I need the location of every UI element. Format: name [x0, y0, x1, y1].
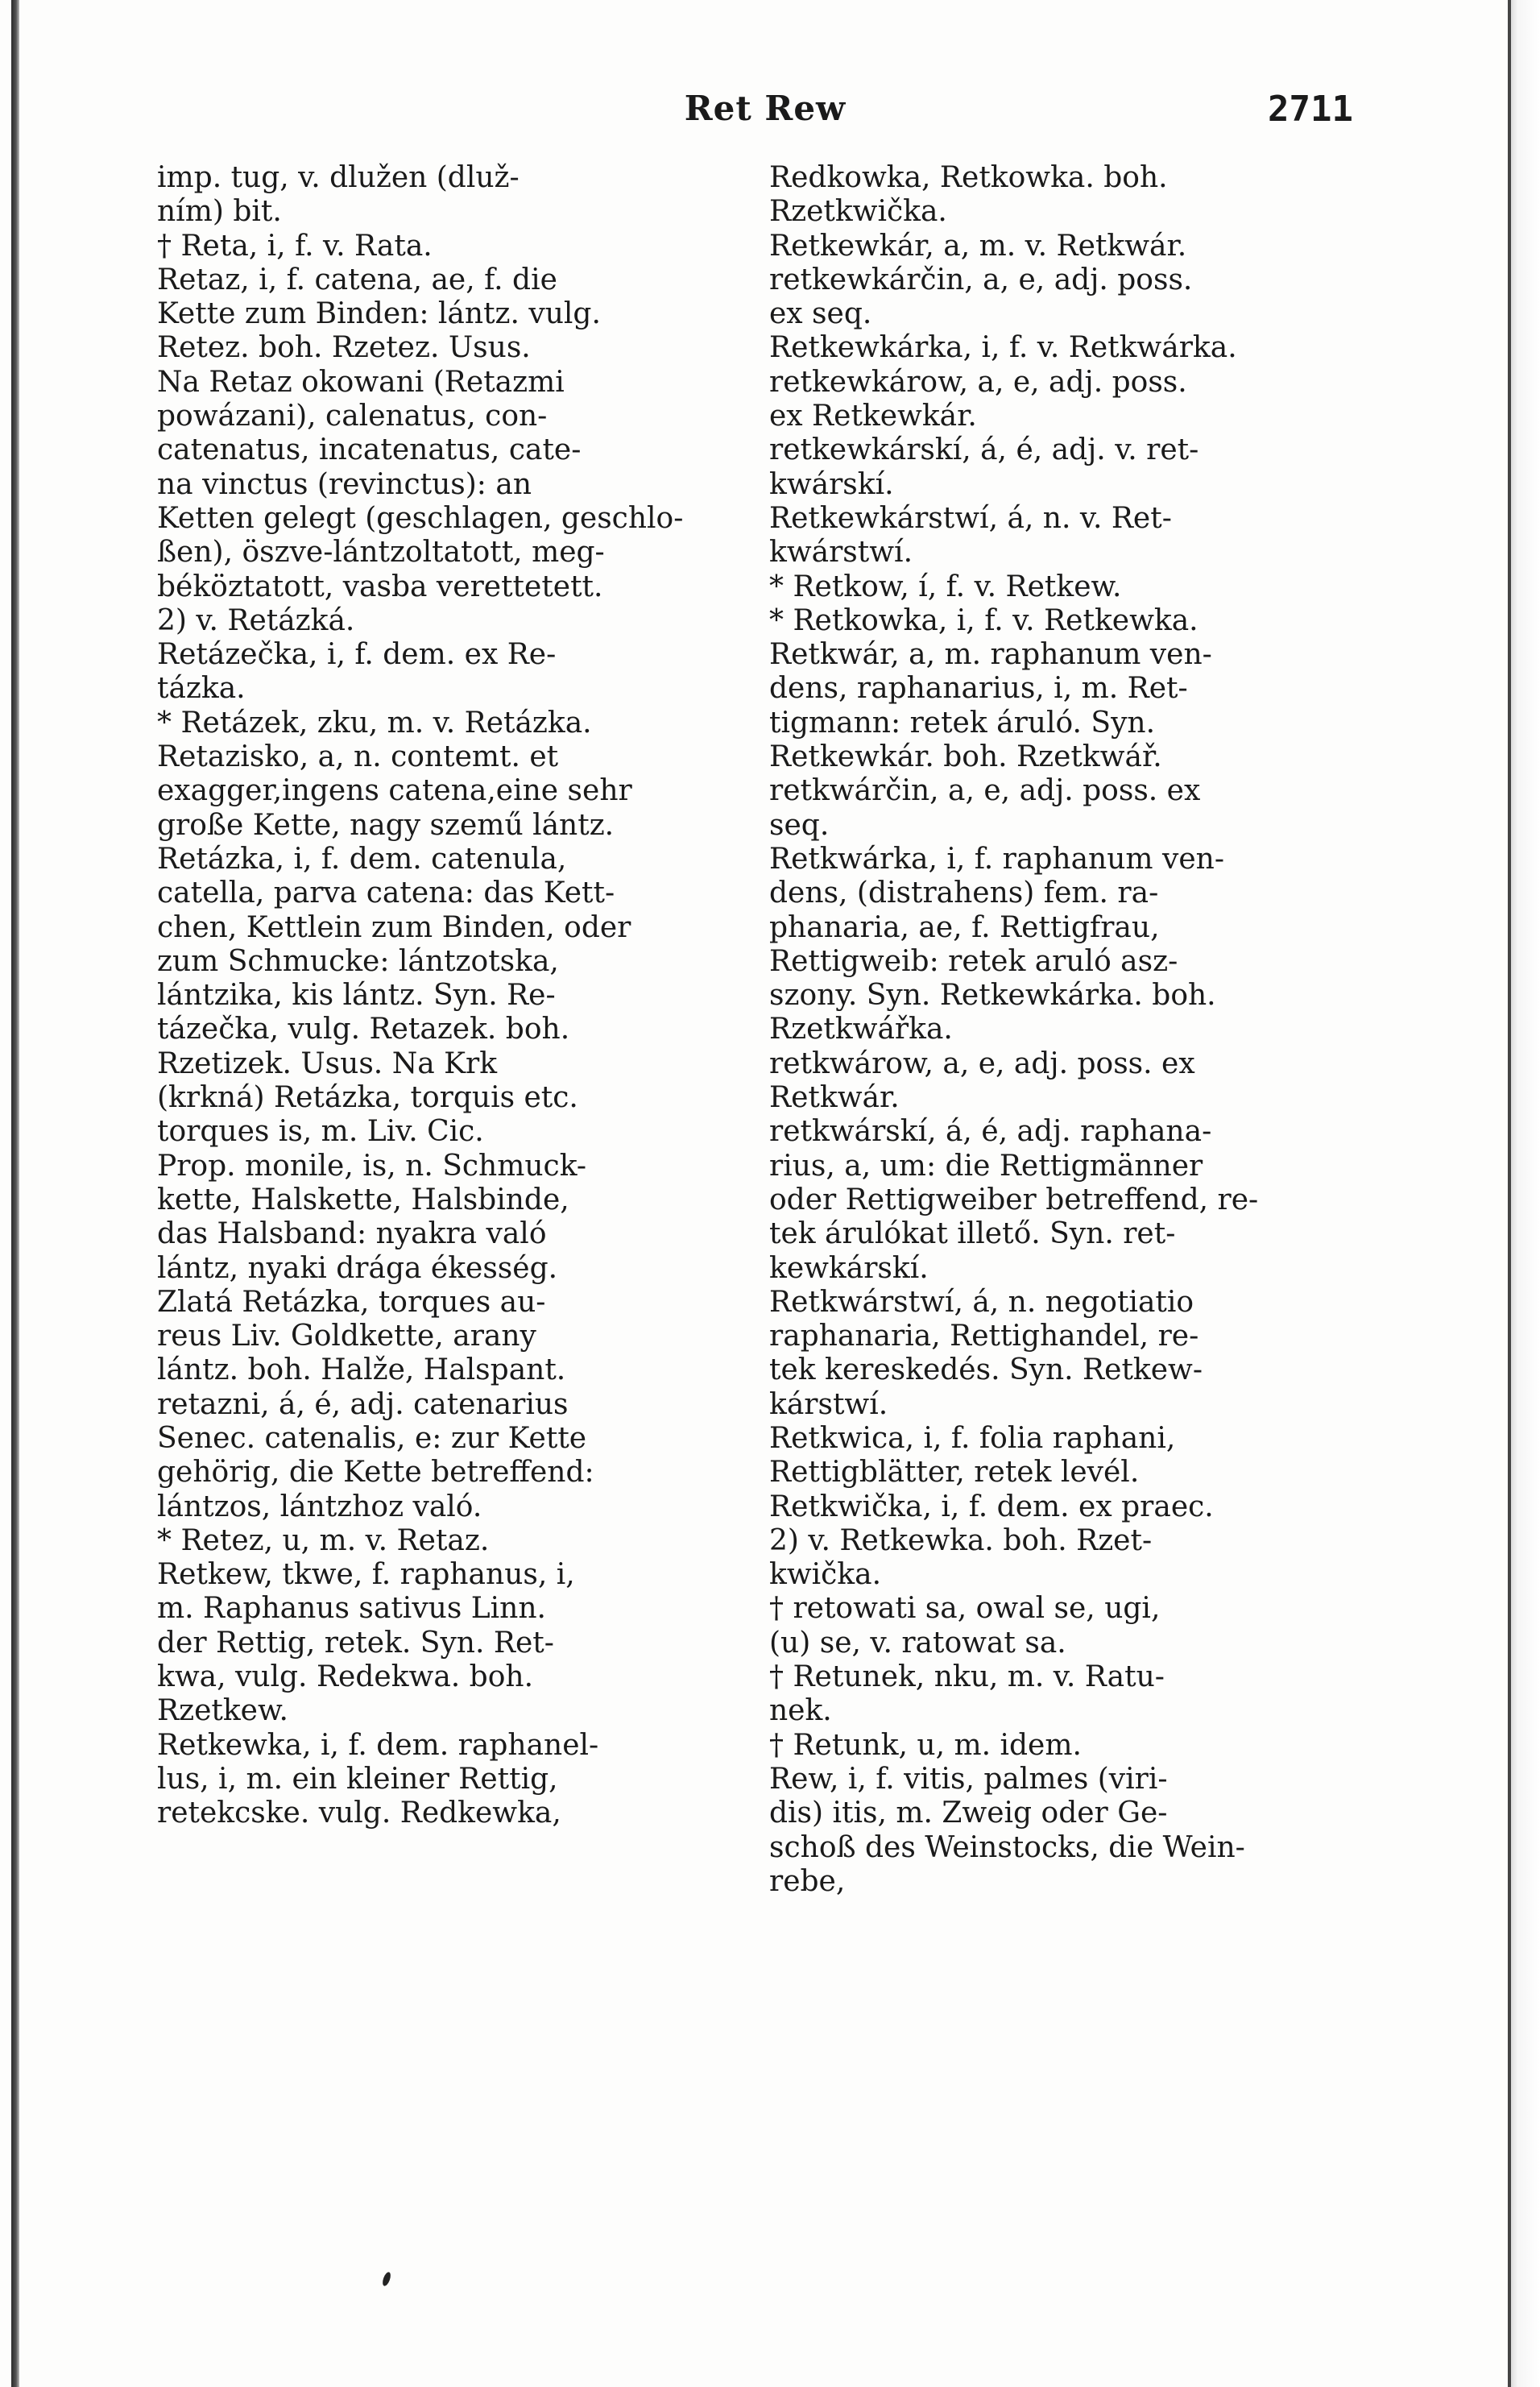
dictionary-line: Retkwárka, i, f. raphanum ven-: [769, 842, 1224, 876]
dictionary-line: dens, raphanarius, i, m. Ret-: [769, 672, 1188, 706]
dictionary-line: Retazisko, a, n. contemt. et: [157, 740, 559, 774]
dictionary-line: rebe,: [769, 1864, 846, 1898]
dictionary-line: kette, Halskette, Halsbinde,: [157, 1183, 569, 1216]
dictionary-line: Retkwica, i, f. folia raphani,: [769, 1421, 1176, 1455]
dictionary-line: Rzetkwářka.: [769, 1013, 953, 1046]
dictionary-line: Retkwička, i, f. dem. ex praec.: [769, 1490, 1214, 1523]
dictionary-line: 2) v. Retázká.: [157, 603, 355, 637]
dictionary-line: lántzika, kis lántz. Syn. Re-: [157, 979, 556, 1013]
dictionary-line: Senec. catenalis, e: zur Kette: [157, 1421, 587, 1455]
dictionary-line: dens, (distrahens) fem. ra-: [769, 876, 1159, 910]
dictionary-line: retkwárow, a, e, adj. poss. ex: [769, 1046, 1195, 1080]
dictionary-line: dis) itis, m. Zweig oder Ge-: [769, 1796, 1168, 1830]
running-head: Ret Rew: [684, 89, 847, 128]
dictionary-line: ex Retkewkár.: [769, 400, 977, 433]
dictionary-line: retekcske. vulg. Redkewka,: [157, 1796, 561, 1830]
dictionary-line: das Halsband: nyakra való: [157, 1217, 547, 1251]
dictionary-line: † retowati sa, owal se, ugi,: [769, 1592, 1161, 1626]
dictionary-line: † Reta, i, f. v. Rata.: [157, 229, 433, 263]
dictionary-line: reus Liv. Goldkette, arany: [157, 1320, 536, 1353]
dictionary-line: tek árulókat illető. Syn. ret-: [769, 1217, 1176, 1251]
dictionary-line: † Retunek, nku, m. v. Ratu-: [769, 1660, 1165, 1694]
dictionary-line: Retkewkár. boh. Rzetkwář.: [769, 740, 1162, 774]
dictionary-line: Kette zum Binden: lántz. vulg.: [157, 297, 601, 331]
dictionary-line: kwička.: [769, 1558, 882, 1592]
dictionary-line: retkewkárow, a, e, adj. poss.: [769, 365, 1187, 399]
dictionary-line: kwárskí.: [769, 467, 894, 501]
dictionary-line: gehörig, die Kette betreffend:: [157, 1456, 594, 1490]
dictionary-line: (u) se, v. ratowat sa.: [769, 1626, 1066, 1660]
dictionary-line: Retkwár.: [769, 1081, 900, 1115]
dictionary-line: kárstwí.: [769, 1387, 888, 1421]
dictionary-line: béköztatott, vasba verettetett.: [157, 570, 603, 603]
dictionary-line: Redkowka, Retkowka. boh.: [769, 161, 1168, 194]
dictionary-line: Retázečka, i, f. dem. ex Re-: [157, 638, 557, 672]
dictionary-line: seq.: [769, 808, 830, 842]
page-left-edge: [11, 0, 19, 2387]
dictionary-line: lántzos, lántzhoz való.: [157, 1490, 482, 1523]
dictionary-line: retkwárskí, á, é, adj. raphana-: [769, 1115, 1212, 1149]
dictionary-line: (krkná) Retázka, torquis etc.: [157, 1081, 578, 1115]
dictionary-line: große Kette, nagy szemű lántz.: [157, 808, 615, 842]
dictionary-line: * Retez, u, m. v. Retaz.: [157, 1523, 490, 1557]
dictionary-line: chen, Kettlein zum Binden, oder: [157, 910, 631, 944]
dictionary-line: Prop. monile, is, n. Schmuck-: [157, 1149, 587, 1183]
dictionary-line: Ketten gelegt (geschlagen, geschlo-: [157, 501, 684, 535]
dictionary-line: Rzetkew.: [157, 1694, 288, 1728]
dictionary-line: * Retkow, í, f. v. Retkew.: [769, 570, 1122, 603]
dictionary-line: Zlatá Retázka, torques au-: [157, 1285, 546, 1319]
dictionary-line: * Retkowka, i, f. v. Retkewka.: [769, 603, 1198, 637]
dictionary-line: tigmann: retek áruló. Syn.: [769, 706, 1156, 740]
page-right-edge: [1508, 0, 1540, 2387]
dictionary-line: Retez. boh. Rzetez. Usus.: [157, 331, 531, 365]
dictionary-line: retkewkárskí, á, é, adj. v. ret-: [769, 433, 1199, 467]
dictionary-line: Rzetkwička.: [769, 195, 947, 229]
dictionary-line: retkewkárčin, a, e, adj. poss.: [769, 263, 1193, 296]
dictionary-line: zum Schmucke: lántzotska,: [157, 944, 559, 978]
dictionary-line: schoß des Weinstocks, die Wein-: [769, 1830, 1245, 1864]
dictionary-line: ßen), öszve-lántzoltatott, meg-: [157, 536, 605, 570]
dictionary-line: torques is, m. Liv. Cic.: [157, 1115, 484, 1149]
dictionary-line: catenatus, incatenatus, cate-: [157, 433, 582, 467]
dictionary-line: phanaria, ae, f. Rettigfrau,: [769, 910, 1160, 944]
dictionary-line: Rew, i, f. vitis, palmes (viri-: [769, 1762, 1168, 1796]
dictionary-line: kewkárskí.: [769, 1251, 929, 1285]
dictionary-line: 2) v. Retkewka. boh. Rzet-: [769, 1523, 1153, 1557]
dictionary-line: Retkewkár, a, m. v. Retkwár.: [769, 229, 1187, 263]
dictionary-line: retazni, á, é, adj. catenarius: [157, 1387, 569, 1421]
dictionary-line: Retkwárstwí, á, n. negotiatio: [769, 1285, 1194, 1319]
left-column: [157, 161, 737, 1831]
ink-speck: [381, 2271, 392, 2287]
dictionary-line: Retkwár, a, m. raphanum ven-: [769, 638, 1212, 672]
dictionary-line: Rettigblätter, retek levél.: [769, 1456, 1140, 1490]
page-number: 2711: [1268, 89, 1353, 130]
dictionary-line: powázani), calenatus, con-: [157, 400, 548, 433]
dictionary-line: lántz, nyaki drága ékesség.: [157, 1251, 558, 1285]
dictionary-line: na vinctus (revinctus): an: [157, 467, 532, 501]
dictionary-line: imp. tug, v. dlužen (dluž-: [157, 161, 520, 194]
dictionary-line: Rzetizek. Usus. Na Krk: [157, 1046, 498, 1080]
dictionary-line: tázečka, vulg. Retazek. boh.: [157, 1013, 570, 1046]
dictionary-line: rius, a, um: die Rettigmänner: [769, 1149, 1203, 1183]
dictionary-line: catella, parva catena: das Kett-: [157, 876, 615, 910]
dictionary-line: Retkewkárka, i, f. v. Retkwárka.: [769, 331, 1237, 365]
dictionary-line: kwárstwí.: [769, 536, 913, 570]
dictionary-line: Retkewka, i, f. dem. raphanel-: [157, 1728, 599, 1762]
dictionary-line: Retkew, tkwe, f. raphanus, i,: [157, 1558, 575, 1592]
dictionary-line: m. Raphanus sativus Linn.: [157, 1592, 546, 1626]
dictionary-line: nek.: [769, 1694, 832, 1728]
dictionary-line: ním) bit.: [157, 195, 282, 229]
dictionary-line: szony. Syn. Retkewkárka. boh.: [769, 979, 1216, 1013]
dictionary-line: Rettigweib: retek aruló asz-: [769, 944, 1178, 978]
dictionary-line: † Retunk, u, m. idem.: [769, 1728, 1082, 1762]
dictionary-line: tázka.: [157, 672, 246, 706]
dictionary-line: der Rettig, retek. Syn. Ret-: [157, 1626, 554, 1660]
dictionary-line: ex seq.: [769, 297, 872, 331]
dictionary-line: Retkewkárstwí, á, n. v. Ret-: [769, 501, 1172, 535]
dictionary-line: retkwárčin, a, e, adj. poss. ex: [769, 774, 1201, 808]
dictionary-line: Retázka, i, f. dem. catenula,: [157, 842, 567, 876]
dictionary-line: oder Rettigweiber betreffend, re-: [769, 1183, 1259, 1216]
right-column: [769, 161, 1349, 1899]
dictionary-line: exagger,ingens catena,eine sehr: [157, 774, 632, 808]
dictionary-line: tek kereskedés. Syn. Retkew-: [769, 1353, 1203, 1387]
dictionary-line: lus, i, m. ein kleiner Rettig,: [157, 1762, 558, 1796]
dictionary-line: lántz. boh. Halže, Halspant.: [157, 1353, 566, 1387]
dictionary-line: Na Retaz okowani (Retazmi: [157, 365, 565, 399]
dictionary-line: Retaz, i, f. catena, ae, f. die: [157, 263, 557, 296]
dictionary-line: raphanaria, Rettighandel, re-: [769, 1320, 1199, 1353]
dictionary-line: * Retázek, zku, m. v. Retázka.: [157, 706, 592, 740]
page-header: [161, 89, 1353, 137]
dictionary-line: kwa, vulg. Redekwa. boh.: [157, 1660, 534, 1694]
